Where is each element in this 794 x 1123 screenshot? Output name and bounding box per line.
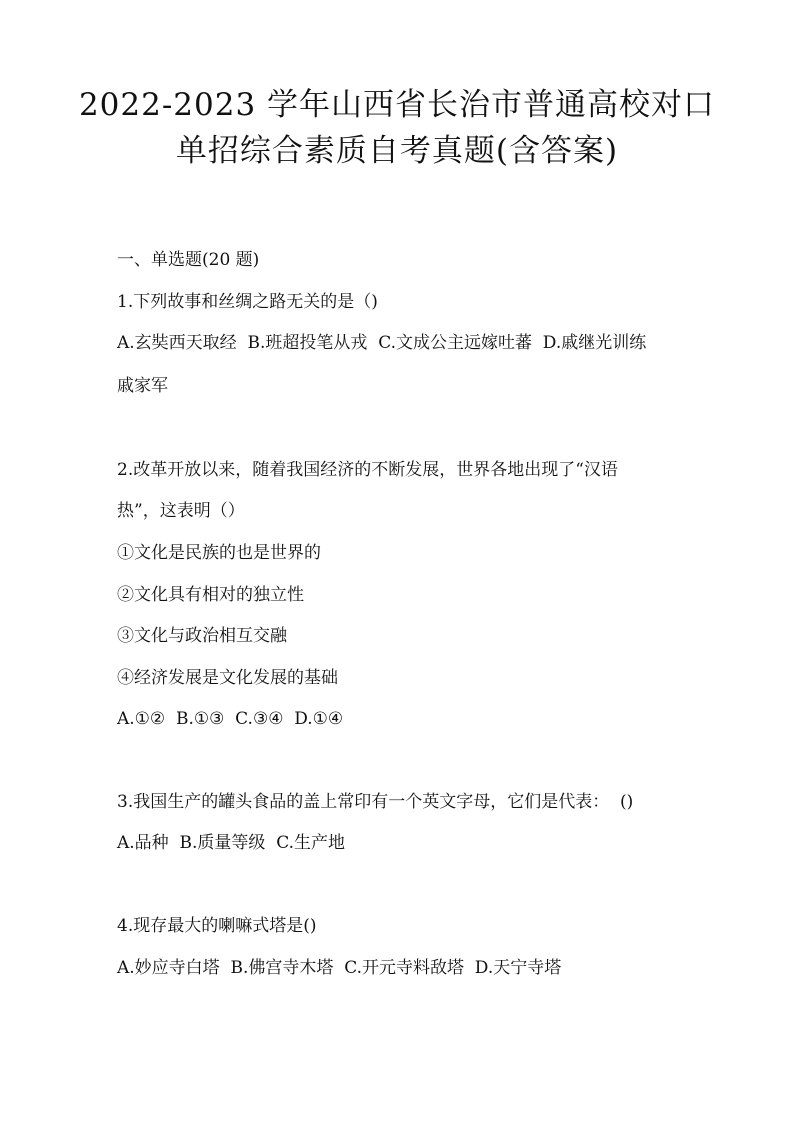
question-options: A.妙应寺白塔 B.佛宫寺木塔 C.开元寺料敌塔 D.天宁寺塔: [117, 958, 562, 978]
question-stem: 1.下列故事和丝绸之路无关的是（): [117, 292, 378, 312]
question-stem: 3.我国生产的罐头食品的盖上常印有一个英文字母，它们是代表： (): [117, 792, 634, 812]
question-statement: ④经济发展是文化发展的基础: [117, 668, 338, 688]
question-stem: 热”，这表明（）: [117, 501, 245, 521]
question-options: 戚家军: [117, 376, 168, 396]
question-stem: 2.改革开放以来，随着我国经济的不断发展，世界各地出现了“汉语: [117, 460, 618, 480]
question-statement: ①文化是民族的也是世界的: [117, 543, 321, 563]
section-heading: 一、单选题(20 题): [117, 250, 260, 270]
question-options: A.①② B.①③ C.③④ D.①④: [117, 709, 344, 729]
question-options: A.玄奘西天取经 B.班超投笔从戎 C.文成公主远嫁吐蕃 D.戚继光训练: [117, 333, 647, 353]
question-stem: 4.现存最大的喇嘛式塔是(): [117, 916, 317, 936]
question-statement: ②文化具有相对的独立性: [117, 585, 304, 605]
question-statement: ③文化与政治相互交融: [117, 626, 287, 646]
document-title-line-1: 2022-2023 学年山西省长治市普通高校对口: [78, 87, 716, 123]
question-options: A.品种 B.质量等级 C.生产地: [117, 833, 345, 853]
document-title-line-2: 单招综合素质自考真题(含答案): [175, 133, 619, 169]
